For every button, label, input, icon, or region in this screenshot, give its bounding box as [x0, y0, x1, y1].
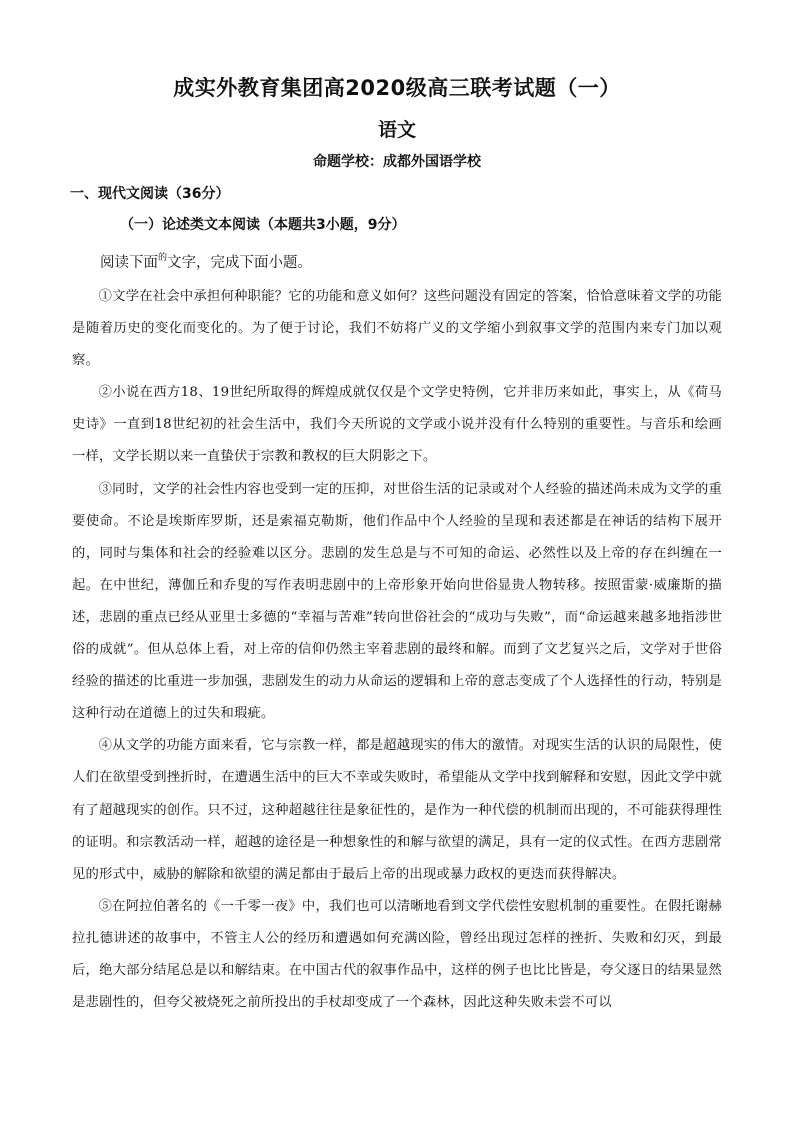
passage-paragraph-2: ②小说在西方18、19世纪所取得的辉煌成就仅仅是个文学史特例，它并非历来如此，事实上，从《荷马史诗》一直到18世纪初的社会生活中，我们今天所说的文学或小说并没有什么特别的重要性。与音乐和绘画一样，文学长期以来一直蛰伏于宗教和教权的巨大阴影之下。	[72, 385, 722, 465]
passage-paragraph-3: ③同时，文学的社会性内容也受到一定的压抑，对世俗生活的记录或对个人经验的描述尚未成为文学的重要使命。不论是埃斯库罗斯，还是索福克勒斯，他们作品中个人经验的呈现和表述都是在神话的结构下展开的，同时与集体和社会的经验难以区分。悲剧的发生总是与不可知的命运、必然性以及上帝的存在纠缠在一起。在中世纪，薄伽丘和乔叟的写作表明悲剧中的上帝形象开始向世俗显贵人物转移。按照雷蒙·威廉斯的描述，悲剧的重点已经从亚里士多德的“幸福与苦难”转向世俗社会的“成功与失败”，而“命运越来越多地指涉世俗的成就”。但从总体上看，对上帝的信仰仍然主宰着悲剧的最终和解。而到了文艺复兴之后，文学对于世俗经验的描述的比重进一步加强，悲剧发生的动力从命运的逻辑和上帝的意志变成了个人选择性的行动，特别是这种行动在道德上的过失和瑕疵。	[72, 481, 722, 722]
passage-paragraph-5: ⑤在阿拉伯著名的《一千零一夜》中，我们也可以清晰地看到文学代偿性安慰机制的重要性。在假托谢赫拉扎德讲述的故事中，不管主人公的经历和遭遇如何充满凶险，曾经出现过怎样的挫折、失败和幻灭，到最后，绝大部分结尾总是以和解结束。在中国古代的叙事作品中，这样的例子也比比皆是，夸父逐日的结果显然是悲剧性的，但夸父被烧死之前所投出的手杖却变成了一个森林，因此这种失败未尝不可以	[72, 898, 722, 1011]
section-heading: 一、现代文阅读（36分）	[70, 186, 230, 202]
reading-instruction	[100, 250, 312, 272]
setter-school: 命题学校：成都外国语学校	[313, 154, 481, 170]
exam-title: 成实外教育集团高2020级高三联考试题（一）	[173, 76, 621, 100]
instruction-mark: 的	[158, 253, 168, 263]
instruction-text-before: 阅读下面	[100, 255, 158, 271]
subsection-heading: （一）论述类文本阅读（本题共3小题，9分）	[120, 217, 406, 233]
subject-title: 语文	[377, 119, 416, 141]
reading-passage	[72, 281, 722, 1019]
passage-paragraph-4: ④从文学的功能方面来看，它与宗教一样，都是超越现实的伟大的激情。对现实生活的认识的局限性，使人们在欲望受到挫折时，在遭遇生活中的巨大不幸或失败时，希望能从文学中找到解释和安慰，因此文学中就有了超越现实的创作。只不过，这种超越往往是象征性的，是作为一种代偿的机制而出现的，不可能获得理性的证明。和宗教活动一样，超越的途径是一种想象性的和解与欲望的满足，具有一定的仪式性。在西方悲剧常见的形式中，威胁的解除和欲望的满足都由于最后上帝的出现或暴力政权的更迭而获得解决。	[72, 738, 722, 882]
instruction-text-after: 文字，完成下面小题。	[167, 255, 313, 271]
passage-paragraph-1: ①文学在社会中承担何种职能？它的功能和意义如何？这些问题没有固定的答案，恰恰意味着文学的功能是随着历史的变化而变化的。为了便于讨论，我们不妨将广义的文学缩小到叙事文学的范围内来专门加以观察。	[72, 289, 722, 369]
